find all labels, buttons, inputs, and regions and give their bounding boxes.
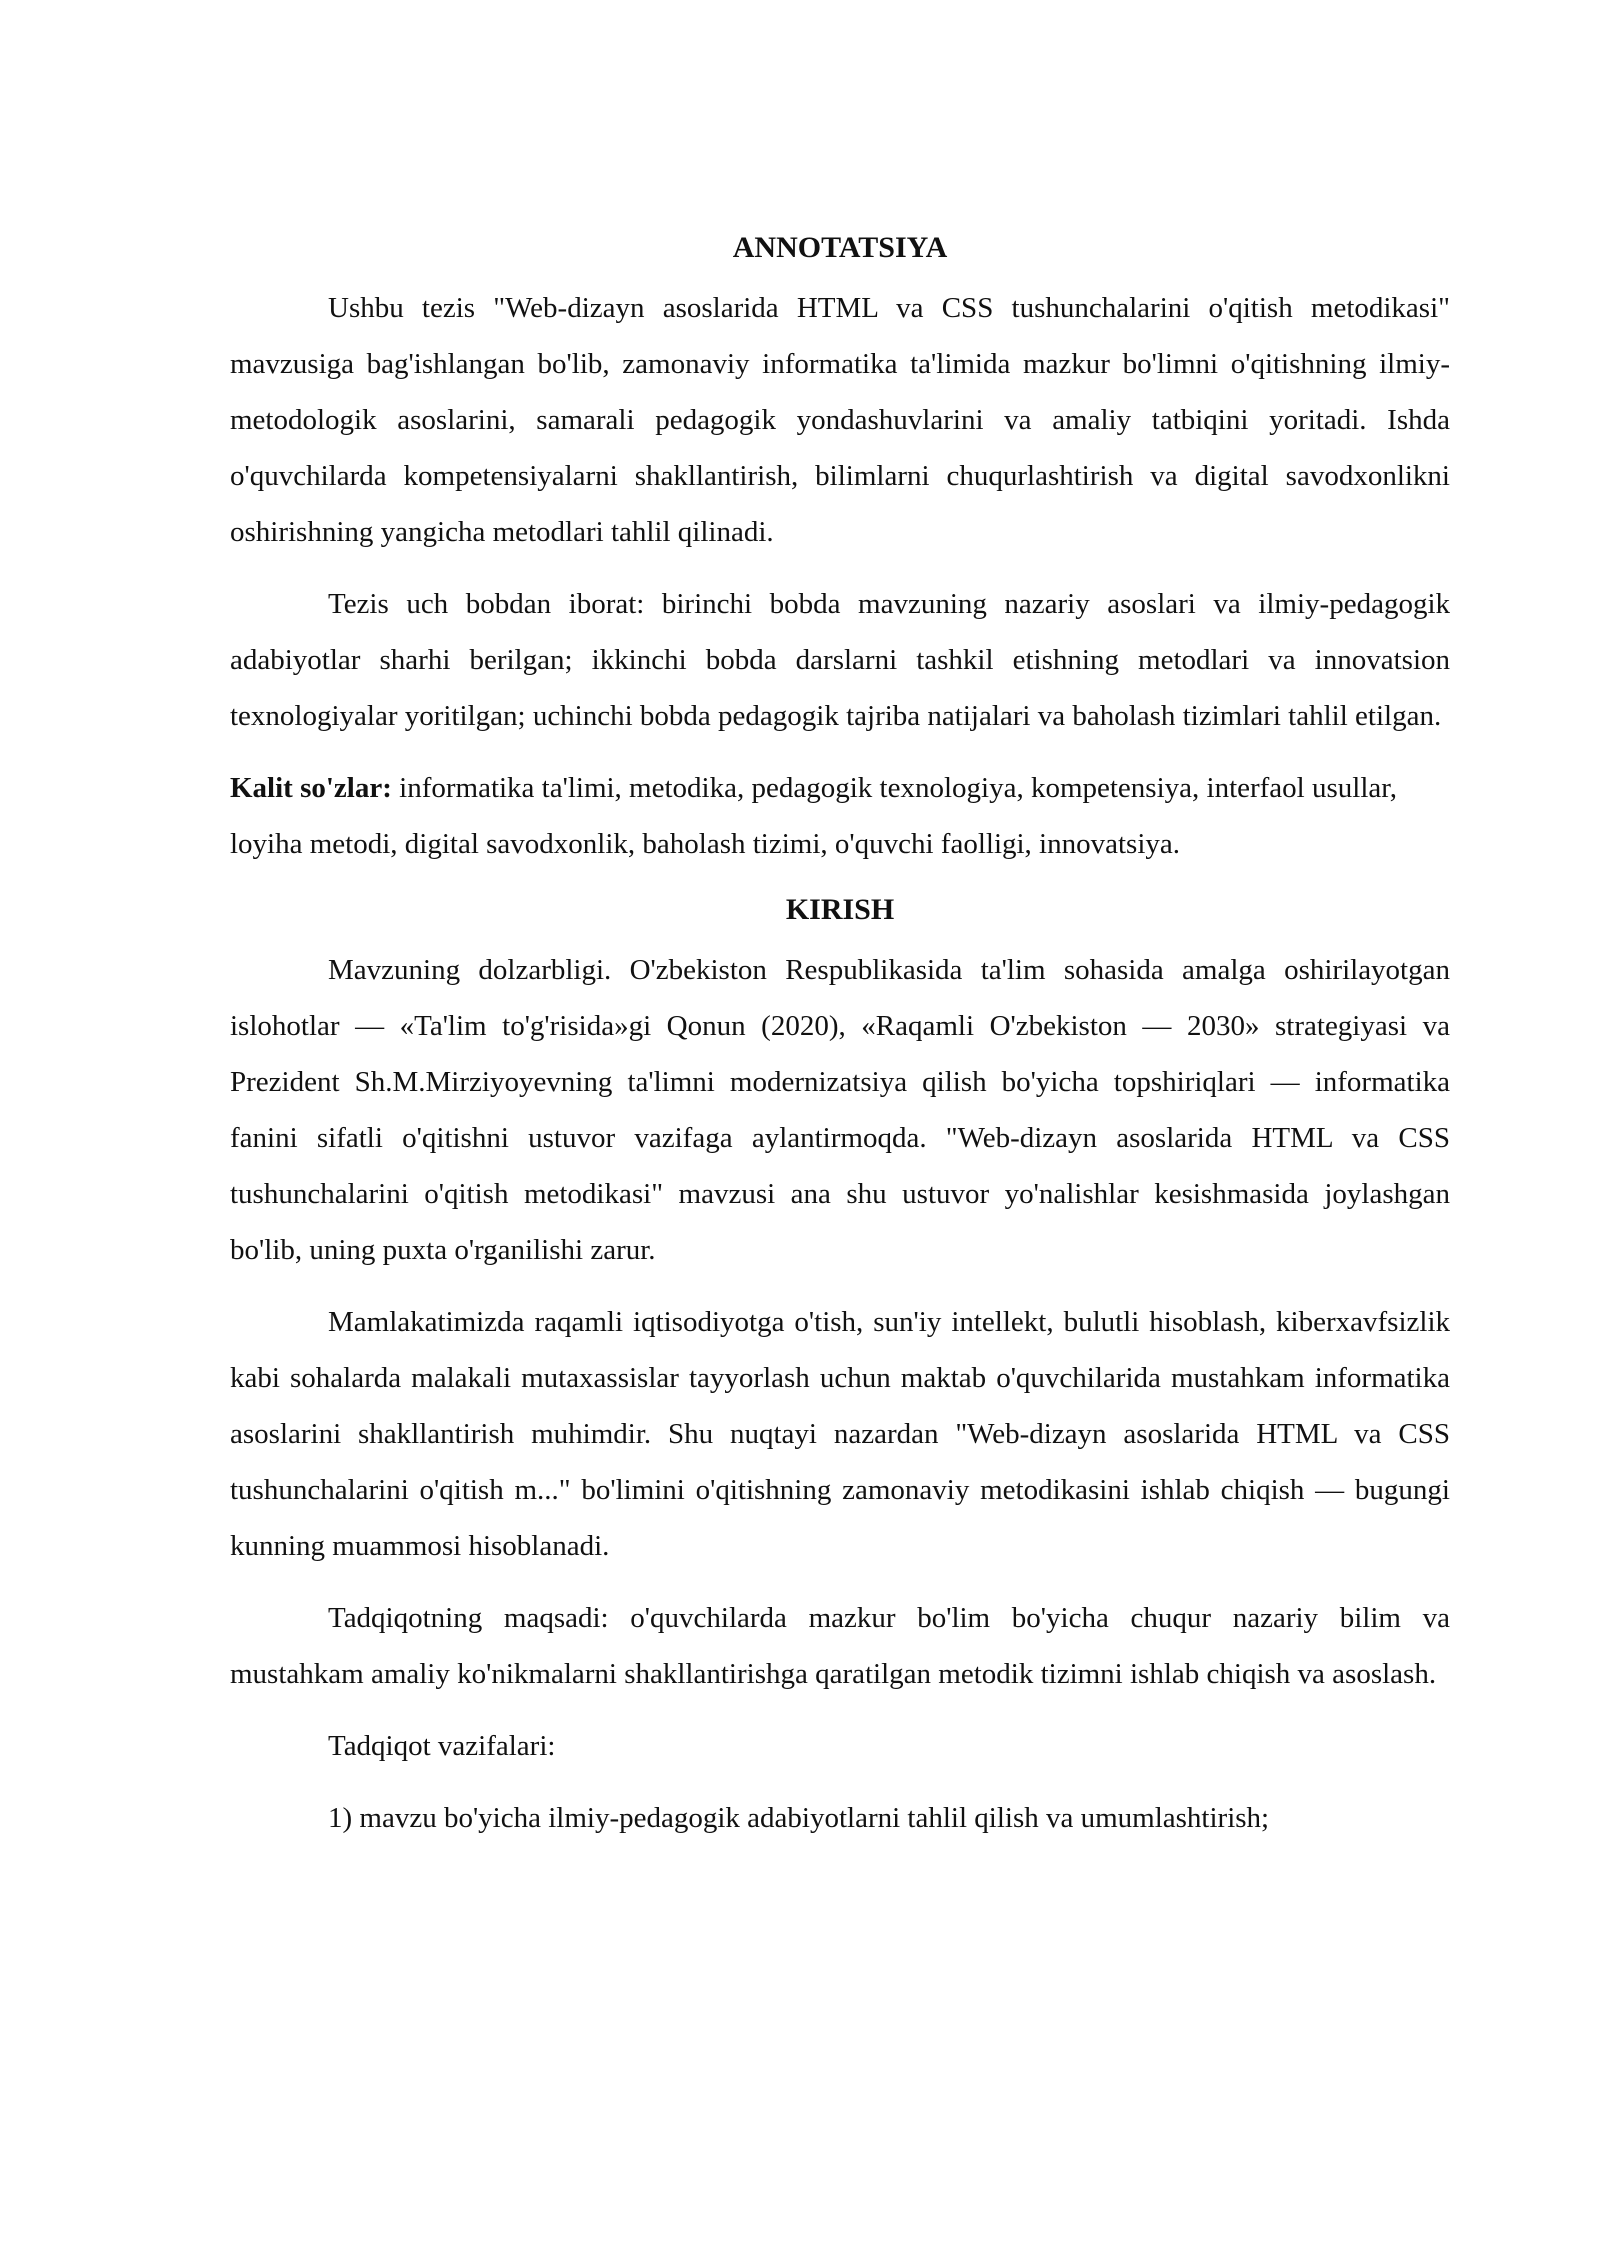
introduction-paragraph-1: Mavzuning dolzarbligi. O'zbekiston Respublikasida ta'lim sohasida amalga oshirilayotgan islohotlar — «Ta'lim to'g'risida»gi Qonun (2020), «Raqamli O'zbekiston — 2030» strategiyasi va Prezident Sh.M.Mirziyoyevning ta'limni modernizatsiya qilish bo'yicha topshiriqlari — informatika fanini sifatli o'qitishni ustuvor vazifaga aylantirmoqda. "Web-dizayn asoslarida HTML va CSS tushunchalarini o'qitish metodikasi" mavzusi ana shu ustuvor yo'nalishlar kesishmasida joylashgan bo'lib, uning puxta o'rganilishi zarur. (230, 954, 1450, 1266)
keywords-label: Kalit so'zlar: (230, 772, 392, 804)
introduction-paragraph-2: Mamlakatimizda raqamli iqtisodiyotga o'tish, sun'iy intellekt, bulutli hisoblash, kiberxavfsizlik kabi sohalarda malakali mutaxassislar tayyorlash uchun maktab o'quvchilarida mustahkam informatika asoslarini shakllantirish muhimdir. Shu nuqtayi nazardan "Web-dizayn asoslarida HTML va CSS tushunchalarini o'qitish m..." bo'limini o'qitishning zamonaviy metodikasini ishlab chiqish — bugungi kunning muammosi hisoblanadi. (230, 1306, 1450, 1562)
keywords-paragraph (230, 760, 1450, 872)
annotation-heading: ANNOTATSIYA (732, 231, 948, 264)
introduction-heading: KIRISH (785, 893, 895, 926)
document-body (230, 226, 1450, 1862)
tasks-label: Tadqiqot vazifalari: (328, 1730, 556, 1762)
annotation-paragraph-2: Tezis uch bobdan iborat: birinchi bobda mavzuning nazariy asoslari va ilmiy-pedagogik adabiyotlar sharhi berilgan; ikkinchi bobda darslarni tashkil etishning metodlari va innovatsion texnologiyalar yoritilgan; uchinchi bobda pedagogik tajriba natijalari va baholash tizimlari tahlil etilgan. (230, 588, 1450, 732)
keywords-text: informatika ta'limi, metodika, pedagogik texnologiya, kompetensiya, interfaol usullar, loyiha metodi, digital savodxonlik, baholash tizimi, o'quvchi faolligi, innovatsiya. (230, 772, 1398, 860)
introduction-paragraph-3: Tadqiqotning maqsadi: o'quvchilarda mazkur bo'lim bo'yicha chuqur nazariy bilim va mustahkam amaliy ko'nikmalarni shakllantirishga qaratilgan metodik tizimni ishlab chiqish va asoslash. (230, 1602, 1450, 1690)
annotation-paragraph-1: Ushbu tezis "Web-dizayn asoslarida HTML va CSS tushunchalarini o'qitish metodikasi" mavzusiga bag'ishlangan bo'lib, zamonaviy informatika ta'limida mazkur bo'limni o'qitishning ilmiy-metodologik asoslarini, samarali pedagogik yondashuvlarini va amaliy tatbiqini yoritadi. Ishda o'quvchilarda kompetensiyalarni shakllantirish, bilimlarni chuqurlashtirish va digital savodxonlikni oshirishning yangicha metodlari tahlil qilinadi. (230, 292, 1450, 548)
task-item-1: 1) mavzu bo'yicha ilmiy-pedagogik adabiyotlarni tahlil qilish va umumlashtirish; (328, 1802, 1270, 1834)
